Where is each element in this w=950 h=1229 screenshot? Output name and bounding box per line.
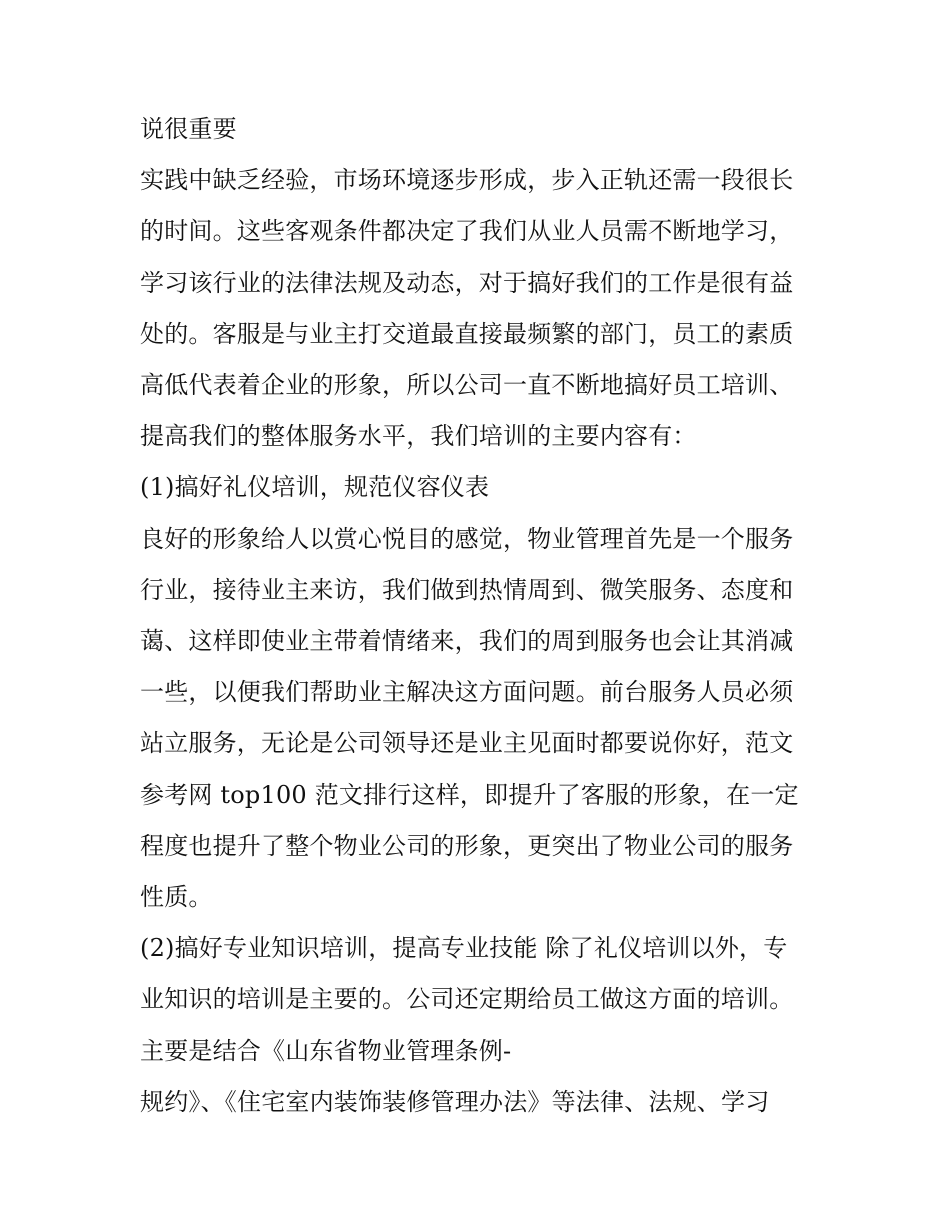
text-line: 提高我们的整体服务水平，我们培训的主要内容有： (140, 422, 697, 451)
text-line: 规约》、《住宅室内装饰装修管理办法》等法律、法规、学习 (140, 1087, 770, 1116)
text-line: 业知识的培训是主要的。公司还定期给员工做这方面的培训。 (140, 985, 794, 1014)
section-heading: (2)搞好专业知识培训，提高专业技能 除了礼仪培训以外，专 (140, 934, 788, 963)
section-heading: (1)搞好礼仪培训，规范仪容仪表 (140, 473, 490, 502)
document-body (140, 104, 820, 1128)
text-line: 学习该行业的法律法规及动态，对于搞好我们的工作是很有益 (140, 268, 794, 297)
text-line: 站立服务，无论是公司领导还是业主见面时都要说你好，范文 (140, 729, 794, 758)
text-line: 主要是结合《山东省物业管理条例- (140, 1036, 512, 1065)
text-line: 的时间。这些客观条件都决定了我们从业人员需不断地学习， (140, 217, 794, 246)
text-line: 良好的形象给人以赏心悦目的感觉，物业管理首先是一个服务 (140, 524, 794, 553)
text-line: 性质。 (140, 883, 213, 912)
text-line: 蔼、这样即使业主带着情绪来，我们的周到服务也会让其消减 (140, 627, 794, 656)
text-line: 说很重要 (140, 115, 237, 143)
text-line: 参考网 top100 范文排行这样，即提升了客服的形象，在一定 (140, 780, 799, 809)
text-line: 处的。客服是与业主打交道最直接最频繁的部门，员工的素质 (140, 319, 794, 348)
text-line: 一些，以便我们帮助业主解决这方面问题。前台服务人员必须 (140, 678, 794, 707)
text-line: 程度也提升了整个物业公司的形象，更突出了物业公司的服务 (140, 831, 794, 860)
text-line: 行业，接待业主来访，我们做到热情周到、微笑服务、态度和 (140, 575, 794, 604)
text-line: 高低代表着企业的形象，所以公司一直不断地搞好员工培训、 (140, 371, 794, 400)
text-line: 实践中缺乏经验，市场环境逐步形成，步入正轨还需一段很长 (140, 166, 794, 195)
